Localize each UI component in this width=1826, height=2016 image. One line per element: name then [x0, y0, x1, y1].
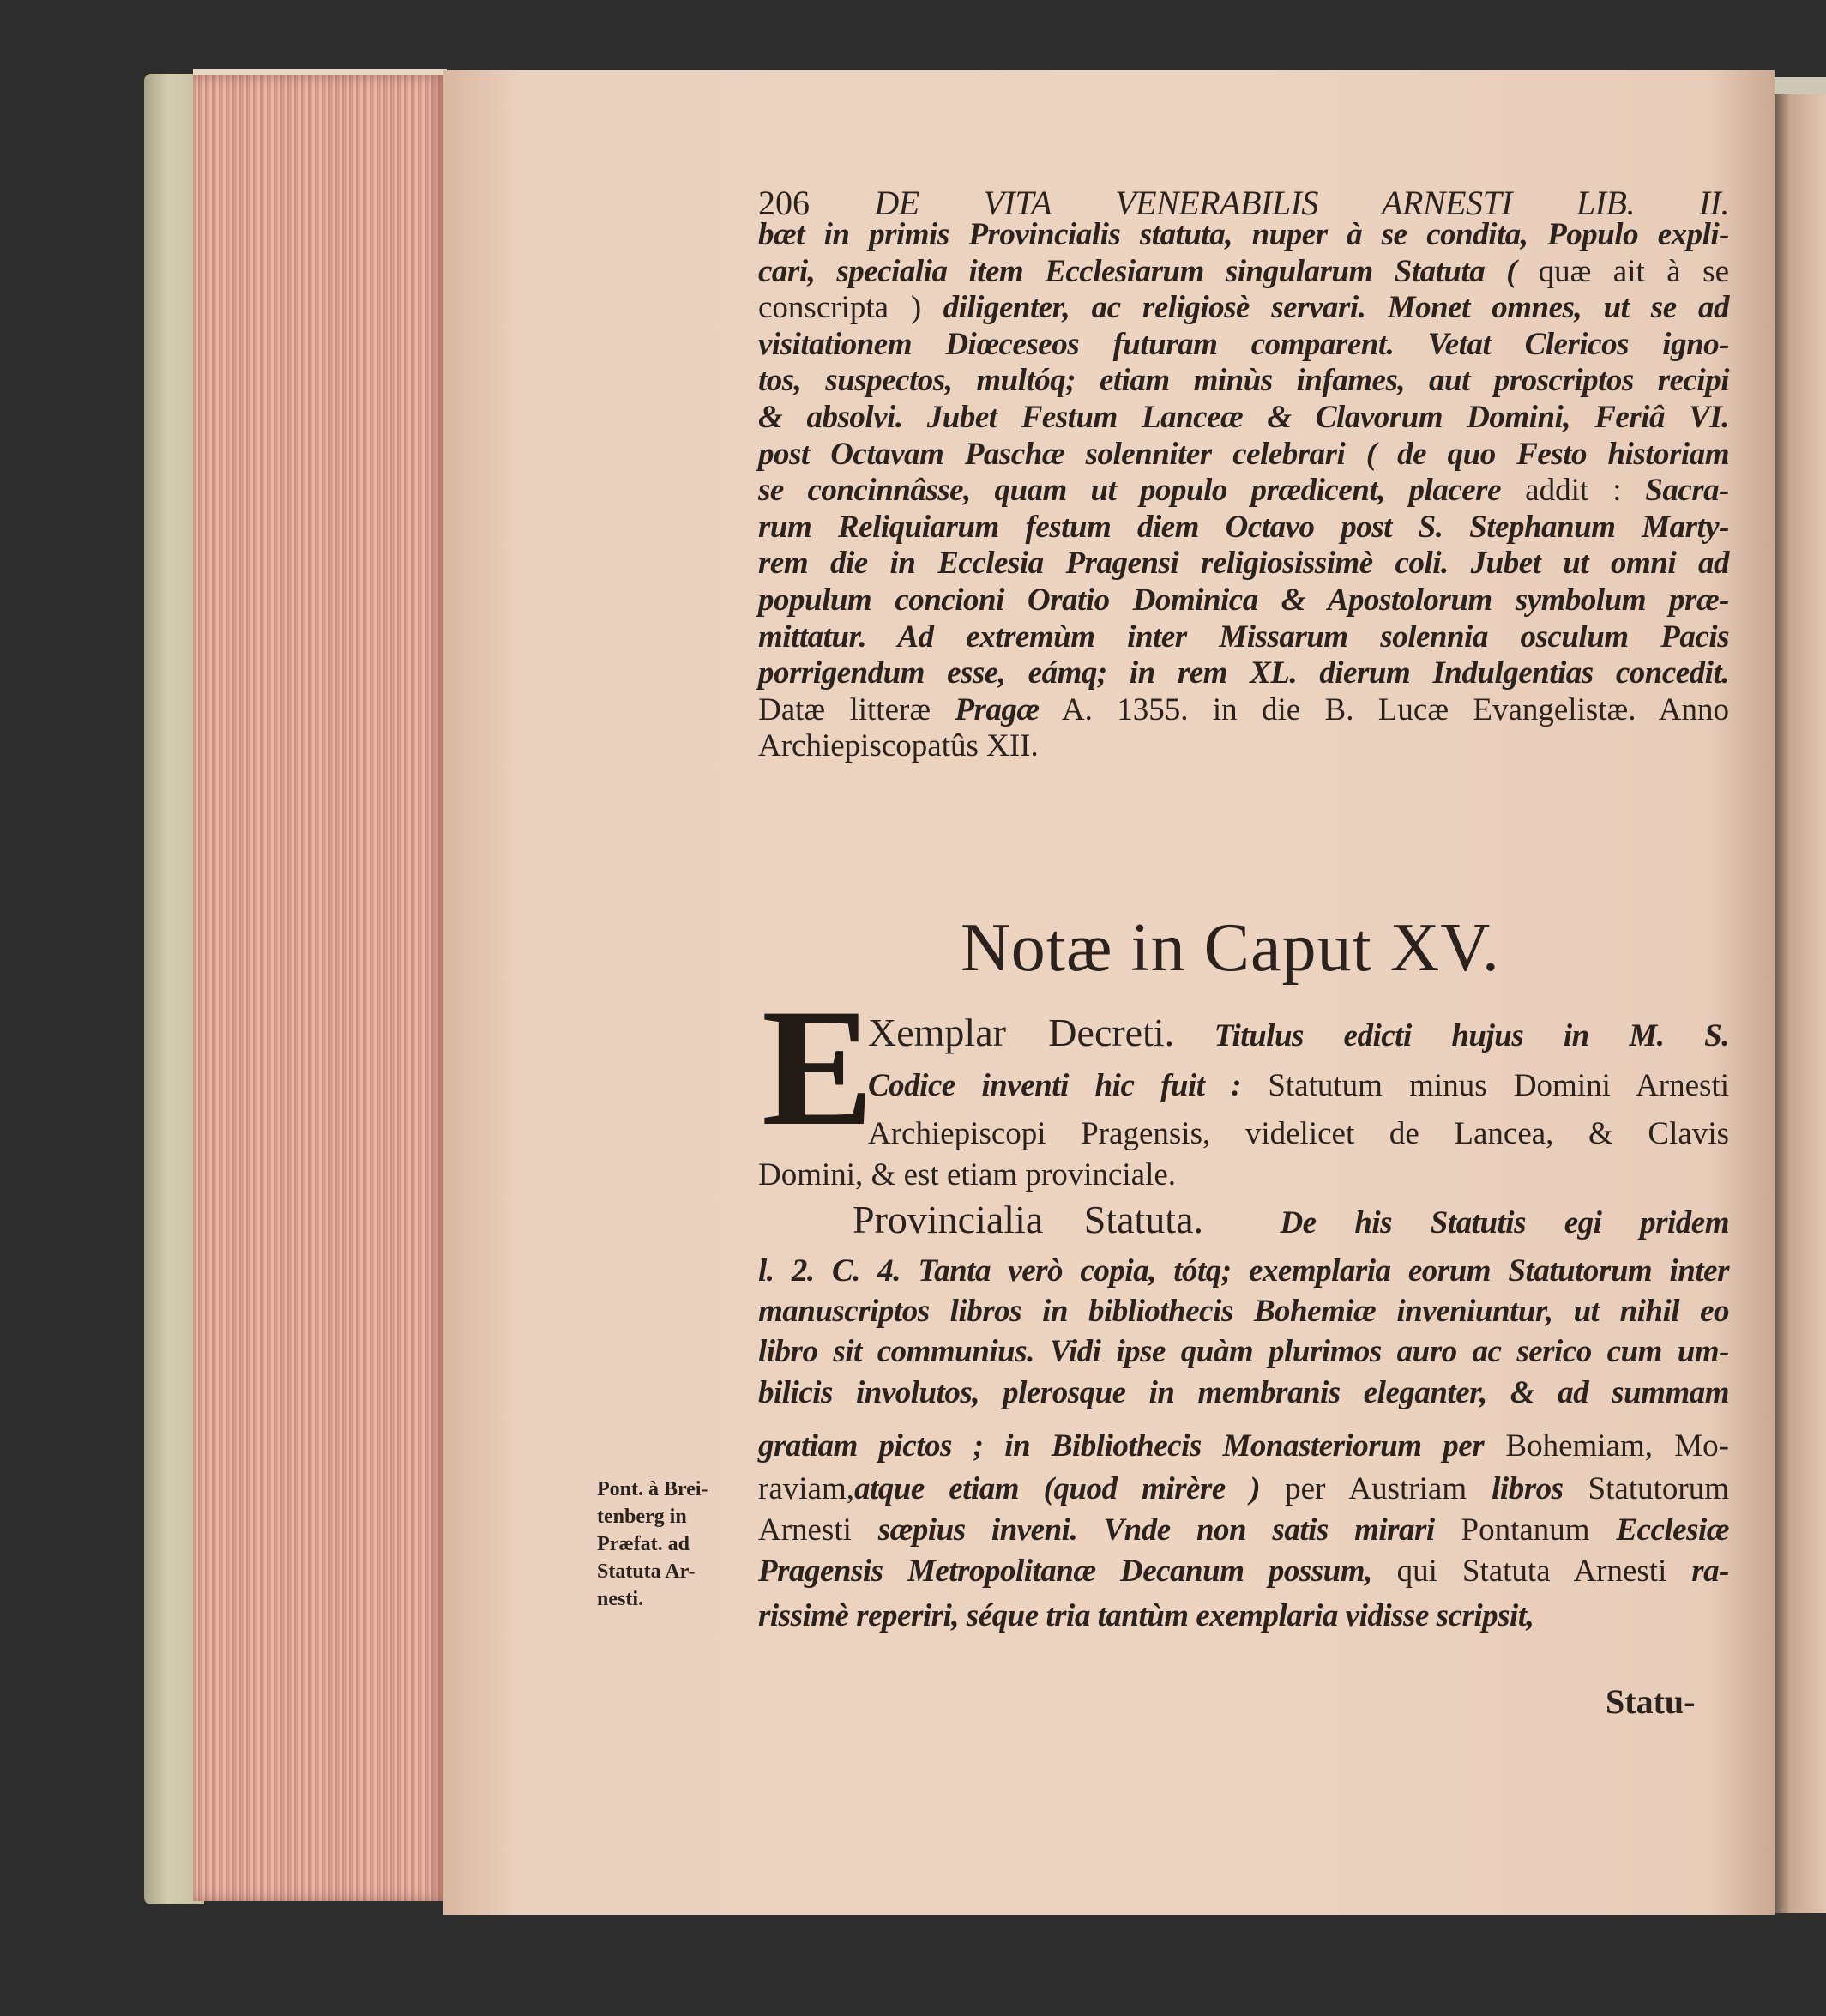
- text-line: [853, 1198, 1730, 1242]
- text-segment: populum concioni Oratio Dominica & Apostolorum symbolum præ-: [758, 582, 1729, 618]
- text-segment: Archiepiscopi Pragensis, videlicet de Lancea, & Clavis: [868, 1116, 1729, 1151]
- text-line: [758, 727, 1729, 765]
- text-segment: Pragæ: [955, 691, 1040, 727]
- text-segment: Arnesti: [758, 1512, 878, 1548]
- margin-note-line: nesti.: [597, 1588, 643, 1610]
- text-segment: Datæ litteræ: [758, 691, 955, 727]
- text-segment: conscripta ): [758, 290, 922, 326]
- text-segment: Archiepiscopatûs XII.: [758, 728, 1039, 764]
- margin-note-line: Statuta Ar-: [597, 1560, 696, 1583]
- text-segment: mittatur. Ad extremùm inter Missarum solennia osculum Pacis: [758, 619, 1729, 655]
- facing-page-edge: [1775, 94, 1826, 1913]
- text-line: [758, 1374, 1729, 1412]
- text-line: [758, 1470, 1729, 1508]
- text-line: [758, 691, 1729, 729]
- text-line: [758, 436, 1729, 474]
- text-segment: libros: [1492, 1471, 1564, 1506]
- text-segment: porrigendum esse, eámq; in rem XL. dierum Indulgentias concedit.: [758, 655, 1729, 691]
- text-segment: raviam,: [758, 1471, 854, 1506]
- text-segment: rem die in Ecclesia Pragensi religiosissimè coli. Jubet ut omni ad: [758, 546, 1729, 582]
- text-segment: qui Statuta Arnesti: [1371, 1554, 1692, 1589]
- text-line: [758, 509, 1729, 546]
- margin-note-line: Pont. à Brei-: [597, 1478, 708, 1500]
- text-line: [758, 1597, 1729, 1635]
- text-segment: rum Reliquiarum festum diem Octavo post S. Stephanum Marty-: [758, 509, 1729, 545]
- text-line: [758, 619, 1729, 656]
- text-segment: Bohemiam, Mo-: [1484, 1428, 1729, 1464]
- text-line: [758, 545, 1729, 582]
- text-segment: visitationem Diœceseos futuram comparent. Vetat Clericos igno-: [758, 326, 1729, 362]
- text-segment: Statutum minus Domini Arnesti: [1241, 1068, 1729, 1103]
- text-segment: libro sit communius. Vidi ipse quàm plurimos auro ac serico cum um-: [758, 1334, 1729, 1369]
- drop-cap: E: [762, 975, 874, 1161]
- text-segment: se concinnâsse, quam ut populo prædicent, placere: [758, 473, 1501, 509]
- running-title: DE VITA VENERABILIS ARNESTI LIB. II.: [874, 184, 1729, 222]
- text-line: [758, 216, 1729, 254]
- text-line: [758, 1252, 1729, 1290]
- text-line: [868, 1115, 1729, 1153]
- margin-note-line: tenberg in: [597, 1506, 687, 1528]
- text-segment: Titulus edicti hujus in M. S.: [1174, 1018, 1729, 1053]
- page-edges: [193, 75, 447, 1901]
- text-segment: Provincialia Statuta.: [853, 1198, 1204, 1241]
- text-segment: bæt in primis Provincialis statuta, nuper à se condita, Populo expli-: [758, 217, 1729, 252]
- text-segment: Statutorum: [1563, 1471, 1729, 1506]
- text-line: [758, 1156, 1729, 1194]
- text-segment: addit :: [1501, 473, 1622, 509]
- text-segment: quæ ait à se: [1516, 253, 1730, 289]
- text-line: [758, 1512, 1729, 1549]
- text-segment: atque etiam (quod mirère ): [853, 1471, 1261, 1506]
- text-segment: cari, specialia item Ecclesiarum singularum Statuta (: [758, 253, 1517, 289]
- text-segment: Ecclesiæ: [1616, 1512, 1729, 1548]
- text-line: [758, 362, 1729, 400]
- margin-note-line: Præfat. ad: [597, 1533, 690, 1555]
- text-segment: bilicis involutos, plerosque in membranis eleganter, & ad summam: [758, 1375, 1729, 1410]
- text-line: [758, 1293, 1729, 1331]
- text-segment: Domini, & est etiam provinciale.: [758, 1157, 1177, 1192]
- text-line: [758, 1553, 1729, 1590]
- text-segment: per Austriam: [1260, 1471, 1492, 1506]
- text-segment: manuscriptos libros in bibliothecis Bohemiæ inveniuntur, ut nihil eo: [758, 1294, 1729, 1329]
- text-segment: Sacra-: [1621, 473, 1729, 509]
- text-segment: A. 1355. in die B. Lucæ Evangelistæ. Anno: [1039, 691, 1729, 727]
- text-segment: post Octavam Paschæ solenniter celebrari ( de quo Festo historiam: [758, 436, 1729, 472]
- text-segment: rissimè reperiri, séque tria tantùm exemplaria vidisse scripsit,: [758, 1598, 1534, 1633]
- text-segment: gratiam pictos ; in Bibliothecis Monasteriorum per: [758, 1428, 1485, 1464]
- text-line: [758, 472, 1729, 510]
- text-segment: diligenter, ac religiosè servari. Monet omnes, ut se ad: [921, 290, 1729, 326]
- text-segment: Codice inventi hic fuit :: [868, 1068, 1242, 1103]
- catchword: Statu-: [1606, 1682, 1696, 1721]
- text-segment: sæpius inveni. Vnde non satis mirari: [877, 1512, 1435, 1548]
- text-line: [868, 1067, 1729, 1105]
- margin-note: [597, 1476, 734, 1613]
- text-line: [758, 655, 1729, 692]
- text-segment: l. 2. C. 4. Tanta verò copia, tótq; exemplaria eorum Statutorum inter: [758, 1253, 1729, 1289]
- text-segment: & absolvi. Jubet Festum Lanceæ & Clavorum Domini, Feriâ VI.: [758, 400, 1729, 435]
- facing-page-top: [1775, 77, 1826, 96]
- text-line: [758, 326, 1729, 364]
- text-line: [758, 1333, 1729, 1371]
- text-segment: De his Statutis egi pridem: [1203, 1205, 1730, 1240]
- text-segment: tos, suspectos, multóq; etiam minùs infames, aut proscriptos recipi: [758, 363, 1729, 399]
- text-line: [758, 253, 1729, 291]
- text-segment: Pontanum: [1434, 1512, 1617, 1548]
- chapter-notes-title: Notæ in Caput XV.: [961, 910, 1500, 986]
- text-line: [758, 399, 1729, 437]
- page-number: 206: [758, 184, 810, 222]
- text-line: [758, 289, 1729, 327]
- text-segment: ra-: [1691, 1554, 1729, 1589]
- text-line: [758, 582, 1729, 619]
- text-line: [758, 1427, 1729, 1465]
- text-line: [868, 1011, 1729, 1055]
- text-segment: Pragensis Metropolitanæ Decanum possum,: [758, 1554, 1372, 1589]
- text-segment: Xemplar Decreti.: [868, 1011, 1175, 1054]
